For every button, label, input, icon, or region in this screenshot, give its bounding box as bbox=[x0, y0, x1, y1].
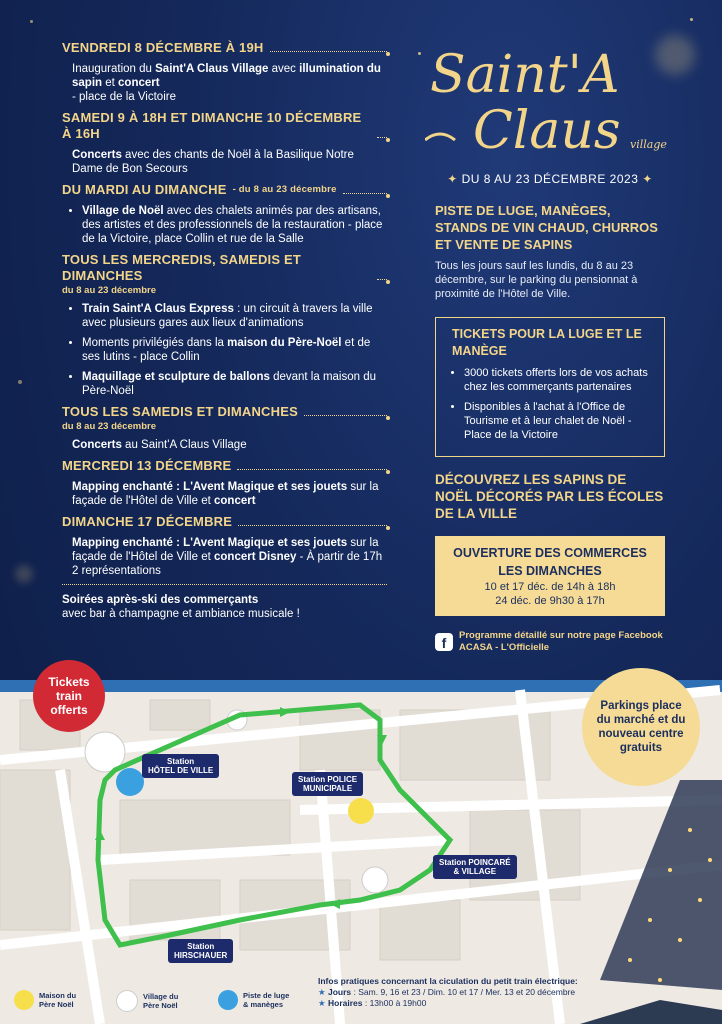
logo-small: village bbox=[630, 138, 667, 151]
event-4 bbox=[62, 404, 387, 452]
station-poincare-village[interactable]: Station POINCARÉ & VILLAGE bbox=[433, 855, 517, 879]
event-text: Concerts au Saint'A Claus Village bbox=[72, 439, 247, 451]
event-heading: SAMEDI 9 À 18H ET DIMANCHE 10 DÉCEMBRE À 16H bbox=[62, 110, 387, 142]
event-text: Inauguration du Saint'A Claus Village avec illumination du sapin et concert - place de la Victoire bbox=[72, 63, 381, 103]
logo-line2: Claus bbox=[473, 101, 621, 160]
facebook-line1: Programme détaillé sur notre page Facebook bbox=[459, 630, 663, 641]
commerces-line1: 10 et 17 déc. de 14h à 18h bbox=[484, 581, 616, 593]
info-title: Infos pratiques concernant la ciculation du petit train électrique: bbox=[318, 976, 578, 986]
event-dates: du 8 au 23 décembre bbox=[62, 285, 156, 296]
facebook-line2: ACASA - L'Officielle bbox=[459, 642, 550, 653]
info-column bbox=[430, 30, 667, 654]
commerces-box bbox=[435, 536, 665, 616]
tickets-item: • Disponibles à l'achat à l'Office de Tourisme et à leur chalet de Noël - Place de la Victoire bbox=[464, 400, 654, 442]
tickets-list bbox=[452, 366, 654, 442]
event-heading: VENDREDI 8 DÉCEMBRE À 19H bbox=[62, 40, 387, 56]
event-list-item: • Village de Noël avec des chalets animés par des artisans, des artistes et des professionnels de la restauration - place de la Victoire, place Collin et rue de la Salle bbox=[82, 204, 387, 246]
event-text: Mapping enchanté : L'Avent Magique et ses jouets sur la façade de l'Hôtel de Ville et concert bbox=[72, 481, 379, 507]
info-jours-label: Jours bbox=[328, 987, 352, 997]
intro-text: Tous les jours sauf les lundis, du 8 au 23 décembre, sur le parking du pensionnat à proximité de l'Hôtel de Ville. bbox=[435, 260, 638, 300]
event-heading: DU MARDI AU DIMANCHE - du 8 au 23 décembre bbox=[62, 182, 387, 198]
santa-icon bbox=[14, 990, 34, 1010]
event-heading: DIMANCHE 17 DÉCEMBRE bbox=[62, 514, 387, 530]
commerces-title: OUVERTURE DES COMMERCES LES DIMANCHES bbox=[453, 546, 647, 578]
facebook-link[interactable] bbox=[435, 630, 665, 654]
event-list-item: • Moments privilégiés dans la maison du Père-Noël et de ses lutins - place Collin bbox=[82, 336, 387, 364]
event-text: Concerts avec des chants de Noël à la Basilique Notre Dame de Bon Secours bbox=[72, 149, 354, 175]
event-3 bbox=[62, 252, 387, 398]
info-horaires-label: Horaires bbox=[328, 998, 363, 1008]
event-heading: TOUS LES MERCREDIS, SAMEDIS ET DIMANCHES bbox=[62, 252, 387, 284]
event-6 bbox=[62, 514, 387, 578]
event-dates: ✦ DU 8 AU 23 DÉCEMBRE 2023 ✦ bbox=[447, 172, 653, 186]
chalet-icon bbox=[362, 867, 388, 893]
tickets-box bbox=[435, 317, 665, 457]
parking-badge: Parkings place du marché et du nouveau centre gratuits bbox=[582, 668, 700, 786]
sapins-title: DÉCOUVREZ LES SAPINS DE NOËL DÉCORÉS PAR LES ÉCOLES DE LA VILLE bbox=[435, 472, 664, 521]
station-hirschauer[interactable]: Station HIRSCHAUER bbox=[168, 939, 233, 963]
sled-icon bbox=[116, 768, 144, 796]
event-1 bbox=[62, 110, 387, 176]
event-2 bbox=[62, 182, 387, 246]
commerces-line2: 24 déc. de 9h30 à 17h bbox=[495, 595, 605, 607]
station-hotel-de-ville[interactable]: Station HÔTEL DE VILLE bbox=[142, 754, 219, 778]
event-text: Mapping enchanté : L'Avent Magique et ses jouets sur la façade de l'Hôtel de Ville et concert Disney - À partir de 17h 2 représentations bbox=[72, 537, 383, 577]
sled-icon bbox=[218, 990, 238, 1010]
tickets-title: TICKETS POUR LA LUGE ET LE MANÈGE bbox=[452, 327, 642, 358]
legend-santa-house: Maison du Père Noël bbox=[14, 990, 76, 1010]
info-practical: Infos pratiques concernant la ciculation du petit train électrique: ★ Jours : Sam. 9, 16 et 23 / Dim. 10 et 17 / Mer. 13 et 20 décembre ★ Horaires : 13h00 à 19h00 bbox=[318, 976, 578, 1008]
event-list bbox=[62, 302, 387, 398]
event-list-item: • Train Saint'A Claus Express : un circuit à travers la ville avec plusieurs gares aux lieux d'animations bbox=[82, 302, 387, 330]
logo-line1: Saint'A bbox=[430, 45, 620, 105]
event-list bbox=[62, 204, 387, 246]
apres-ski: Soirées après-ski des commerçants avec bar à champagne et ambiance musicale ! bbox=[62, 594, 300, 620]
event-5 bbox=[62, 458, 387, 508]
info-jours: : Sam. 9, 16 et 23 / Dim. 10 et 17 / Mer. 13 et 20 décembre bbox=[351, 987, 576, 997]
intro-title: PISTE DE LUGE, MANÈGES, STANDS DE VIN CHAUD, CHURROS ET VENTE DE SAPINS bbox=[435, 203, 658, 252]
divider bbox=[62, 584, 387, 585]
tickets-train-badge: Tickets train offerts bbox=[33, 660, 105, 732]
legend-sled: Piste de luge & manèges bbox=[218, 990, 289, 1010]
event-heading: MERCREDI 13 DÉCEMBRE bbox=[62, 458, 387, 474]
events-column bbox=[62, 40, 387, 621]
event-list-item: • Maquillage et sculpture de ballons devant la maison du Père-Noël bbox=[82, 370, 387, 398]
facebook-icon: f bbox=[435, 633, 453, 651]
event-0 bbox=[62, 40, 387, 104]
station-police-municipale[interactable]: Station POLICE MUNICIPALE bbox=[292, 772, 363, 796]
chalet-icon bbox=[116, 990, 138, 1012]
legend-santa-village: Village du Père Noël bbox=[116, 990, 178, 1012]
event-heading: TOUS LES SAMEDIS ET DIMANCHES bbox=[62, 404, 387, 420]
saint-a-claus-logo bbox=[430, 30, 667, 160]
info-horaires: : 13h00 à 19h00 bbox=[362, 998, 427, 1008]
event-dates: du 8 au 23 décembre bbox=[62, 421, 156, 432]
santa-icon bbox=[348, 798, 374, 824]
tickets-item: • 3000 tickets offerts lors de vos achats chez les commerçants partenaires bbox=[464, 366, 654, 394]
